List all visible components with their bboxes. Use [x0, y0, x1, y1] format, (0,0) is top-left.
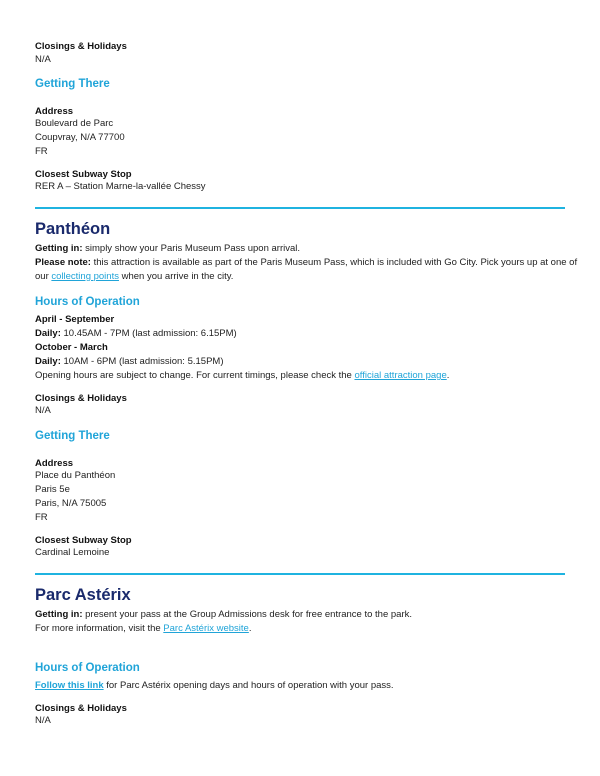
asterix-closings-value: N/A	[35, 715, 51, 726]
pantheon-address-line-2: Paris 5e	[35, 484, 70, 495]
disney-address-line-1: Boulevard de Parc	[35, 118, 114, 129]
disney-address-line-3: FR	[35, 146, 48, 157]
hours-text: for Parc Astérix opening days and hours of operation with your pass.	[103, 680, 394, 691]
daily-hours: 10AM - 6PM (last admission: 5.15PM)	[60, 356, 224, 367]
daily-label: Daily:	[35, 356, 61, 367]
hours-note-end: .	[446, 370, 450, 381]
please-note-text: this attraction is available as part of the Paris Museum Pass, which is included with Go City. Pick yours up at one of	[90, 257, 578, 268]
getting-in-text: present your pass at the Group Admissions desk for free entrance to the park.	[82, 609, 413, 620]
disney-subway-value: RER A – Station Marne-la-vallée Chessy	[35, 181, 206, 192]
collecting-points-link[interactable]: collecting points	[51, 271, 119, 282]
official-attraction-page-link[interactable]: official attraction page	[354, 370, 447, 381]
info-text: For more information, visit the	[35, 623, 164, 634]
pantheon-closings-value: N/A	[35, 405, 51, 416]
daily-label: Daily:	[35, 328, 61, 339]
hours-note-text: Opening hours are subject to change. For current timings, please check the	[35, 370, 355, 381]
asterix-closings-label: Closings & Holidays	[35, 703, 127, 714]
disney-getting-there-heading: Getting There	[35, 78, 110, 90]
pantheon-getting-in	[35, 243, 300, 254]
parc-asterix-website-link[interactable]: Parc Astérix website	[163, 623, 249, 634]
disney-address-label: Address	[35, 106, 74, 117]
pantheon-hours-heading: Hours of Operation	[35, 296, 140, 308]
season2-daily	[35, 356, 223, 367]
disney-closings-label: Closings & Holidays	[35, 41, 127, 52]
getting-in-label: Getting in:	[35, 609, 83, 620]
note-line2-before: our	[35, 271, 52, 282]
asterix-hours-line	[35, 680, 394, 691]
getting-in-label: Getting in:	[35, 243, 83, 254]
asterix-info	[35, 623, 251, 634]
pantheon-address-label: Address	[35, 458, 74, 469]
season2-label: October - March	[35, 342, 108, 353]
pantheon-address-line-4: FR	[35, 512, 48, 523]
season1-daily	[35, 328, 237, 339]
asterix-getting-in	[35, 609, 412, 620]
pantheon-address-line-3: Paris, N/A 75005	[35, 498, 107, 509]
please-note-label: Please note:	[35, 257, 91, 268]
info-end: .	[248, 623, 252, 634]
note-line2-after: when you arrive in the city.	[118, 271, 234, 282]
disney-closings-value: N/A	[35, 54, 51, 65]
follow-this-link[interactable]: Follow this link	[35, 680, 104, 691]
disney-address-line-2: Coupvray, N/A 77700	[35, 132, 125, 143]
daily-hours: 10.45AM - 7PM (last admission: 6.15PM)	[60, 328, 237, 339]
pantheon-address-line-1: Place du Panthéon	[35, 470, 116, 481]
pantheon-note-line-2	[35, 271, 233, 282]
pantheon-subway-value: Cardinal Lemoine	[35, 547, 110, 558]
pantheon-closings-label: Closings & Holidays	[35, 393, 127, 404]
section-divider	[35, 573, 565, 575]
asterix-hours-heading: Hours of Operation	[35, 662, 140, 674]
asterix-title: Parc Astérix	[35, 586, 131, 604]
season1-label: April - September	[35, 314, 115, 325]
hours-note	[35, 370, 449, 381]
disney-subway-label: Closest Subway Stop	[35, 169, 132, 180]
pantheon-note	[35, 257, 577, 268]
section-divider	[35, 207, 565, 209]
getting-in-text: simply show your Paris Museum Pass upon arrival.	[82, 243, 301, 254]
pantheon-title: Panthéon	[35, 220, 111, 238]
pantheon-getting-there-heading: Getting There	[35, 430, 110, 442]
pantheon-subway-label: Closest Subway Stop	[35, 535, 132, 546]
